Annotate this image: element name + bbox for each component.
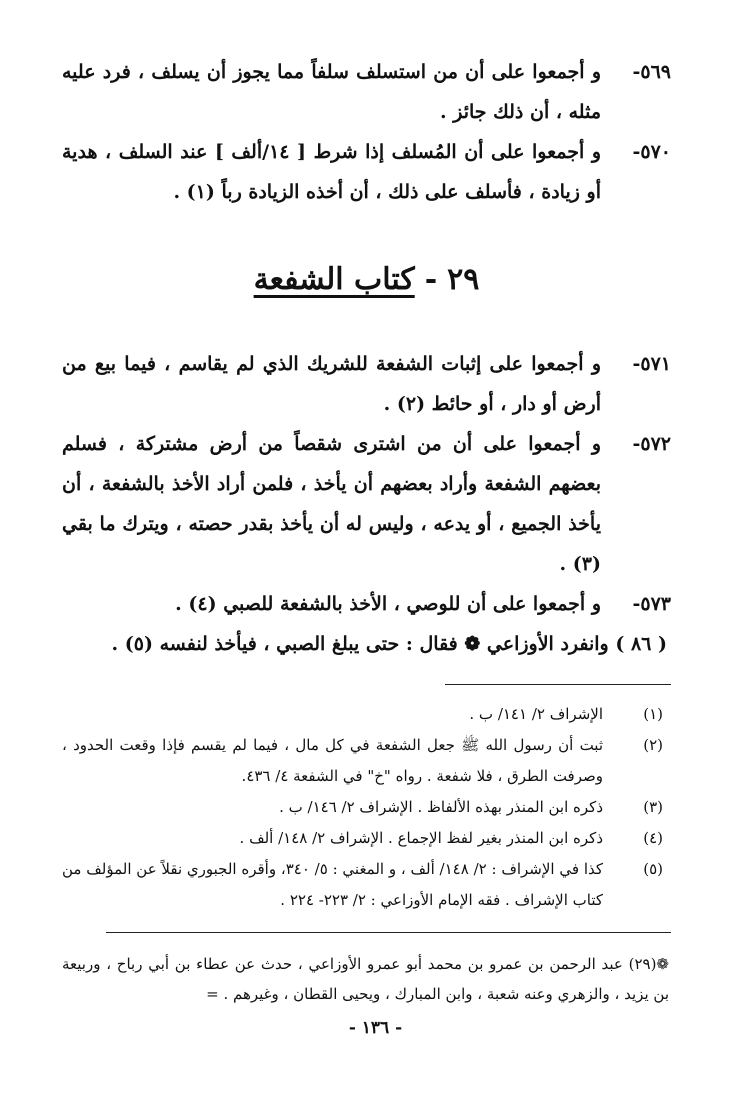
- footnote-number: (١): [643, 705, 663, 723]
- ijma-entry: [62, 52, 671, 132]
- footnote: [62, 792, 671, 823]
- footnote-number: (٢): [643, 736, 663, 754]
- entry-text: و أجمعوا على أن من استسلف سلفاً مما يجوز أن يسلف ، فرد عليه مثله ، أن ذلك جائز .: [62, 61, 601, 123]
- footnote-number: (٤): [643, 829, 663, 847]
- chapter-name: كتاب الشفعة: [253, 262, 415, 297]
- ijma-entry: [62, 424, 671, 584]
- page-content: [62, 52, 671, 1009]
- entry-text: و أجمعوا على أن من اشترى شقصاً من أرض مشتركة ، فسلم بعضهم الشفعة وأراد بعضهم أن يأخذ ، فلمن أراد الأخذ بالشفعة ، أن يأخذ الجميع ، أو يدعه ، وليس له أن يأخذ بقدر حصته ، ويترك ما بقي (٣) .: [62, 433, 601, 575]
- chapter-number: ٢٩: [447, 262, 480, 297]
- footnote-number: (٣): [643, 798, 663, 816]
- footnote: [62, 823, 671, 854]
- footnote: [62, 730, 671, 792]
- entry-number: ٥٧٠-: [632, 141, 671, 163]
- footnote-number: (٥): [643, 860, 663, 878]
- entry-number: ٥٧١-: [632, 353, 671, 375]
- ijma-entry: [62, 132, 671, 212]
- footnote: [62, 699, 671, 730]
- entry-number: ٥٧٣-: [632, 593, 671, 615]
- footnote-text: الإشراف ٢/ ١٤١/ ب .: [469, 705, 603, 723]
- footnote-text: ذكره ابن المنذر بغير لفظ الإجماع . الإشراف ٢/ ١٤٨/ ألف .: [239, 829, 603, 847]
- footnote-separator: [445, 684, 671, 685]
- entry-text: و أجمعوا على إثبات الشفعة للشريك الذي لم يقاسم ، فيما بيع من أرض أو دار ، أو حائط (٢) .: [62, 353, 601, 415]
- ijma-entry: [62, 344, 671, 424]
- footnote: [62, 854, 671, 916]
- entry-text: و أجمعوا على أن للوصي ، الأخذ بالشفعة للصبي (٤) .: [175, 593, 601, 615]
- biography-text: عبد الرحمن بن عمرو بن محمد أبو عمرو الأوزاعي ، حدث عن عطاء بن أبي رباح ، وربيعة بن يزيد ، والزهري وعنه شعبة ، وابن المبارك ، ويحيى القطان ، وغيرهم . =: [62, 955, 669, 1003]
- dissent-note: ( ٨٦ ) وانفرد الأوزاعي ❁ فقال : حتى يبلغ الصبي ، فيأخذ لنفسه (٥) .: [111, 633, 667, 655]
- ijma-entry: [62, 584, 671, 624]
- chapter-title: [62, 258, 671, 302]
- entry-number: ٥٦٩-: [632, 61, 671, 83]
- footnote-text: كذا في الإشراف : ٢/ ١٤٨/ ألف ، و المغني : ٥/ ٣٤٠، وأقره الجبوري نقلاً عن المؤلف من كتاب الإشراف . فقه الإمام الأوزاعي : ٢/ ٢٢٣- ٢٢٤ .: [62, 860, 604, 909]
- footnote-text: ذكره ابن المنذر بهذه الألفاظ . الإشراف ٢/ ١٤٦/ ب .: [279, 798, 603, 816]
- page-number: - ١٣٦ -: [348, 1018, 403, 1038]
- entry-number: ٥٧٢-: [632, 433, 671, 455]
- entry-text: و أجمعوا على أن المُسلف إذا شرط [ ١٤/ألف ] عند السلف ، هدية أو زيادة ، فأسلف على ذلك ، أن أخذه الزيادة رباً (١) .: [62, 141, 602, 203]
- biography-separator: [106, 932, 671, 933]
- biography-note: [62, 949, 671, 1009]
- chapter-dash: -: [424, 262, 438, 297]
- footnote-text: ثبت أن رسول الله ﷺ جعل الشفعة في كل مال ، فيما لم يقسم فإذا وقعت الحدود ، وصرفت الطرق ، فلا شفعة . رواه "خ" في الشفعة ٤/ ٤٣٦.: [62, 736, 603, 785]
- biography-number: ❁(٢٩): [628, 955, 669, 973]
